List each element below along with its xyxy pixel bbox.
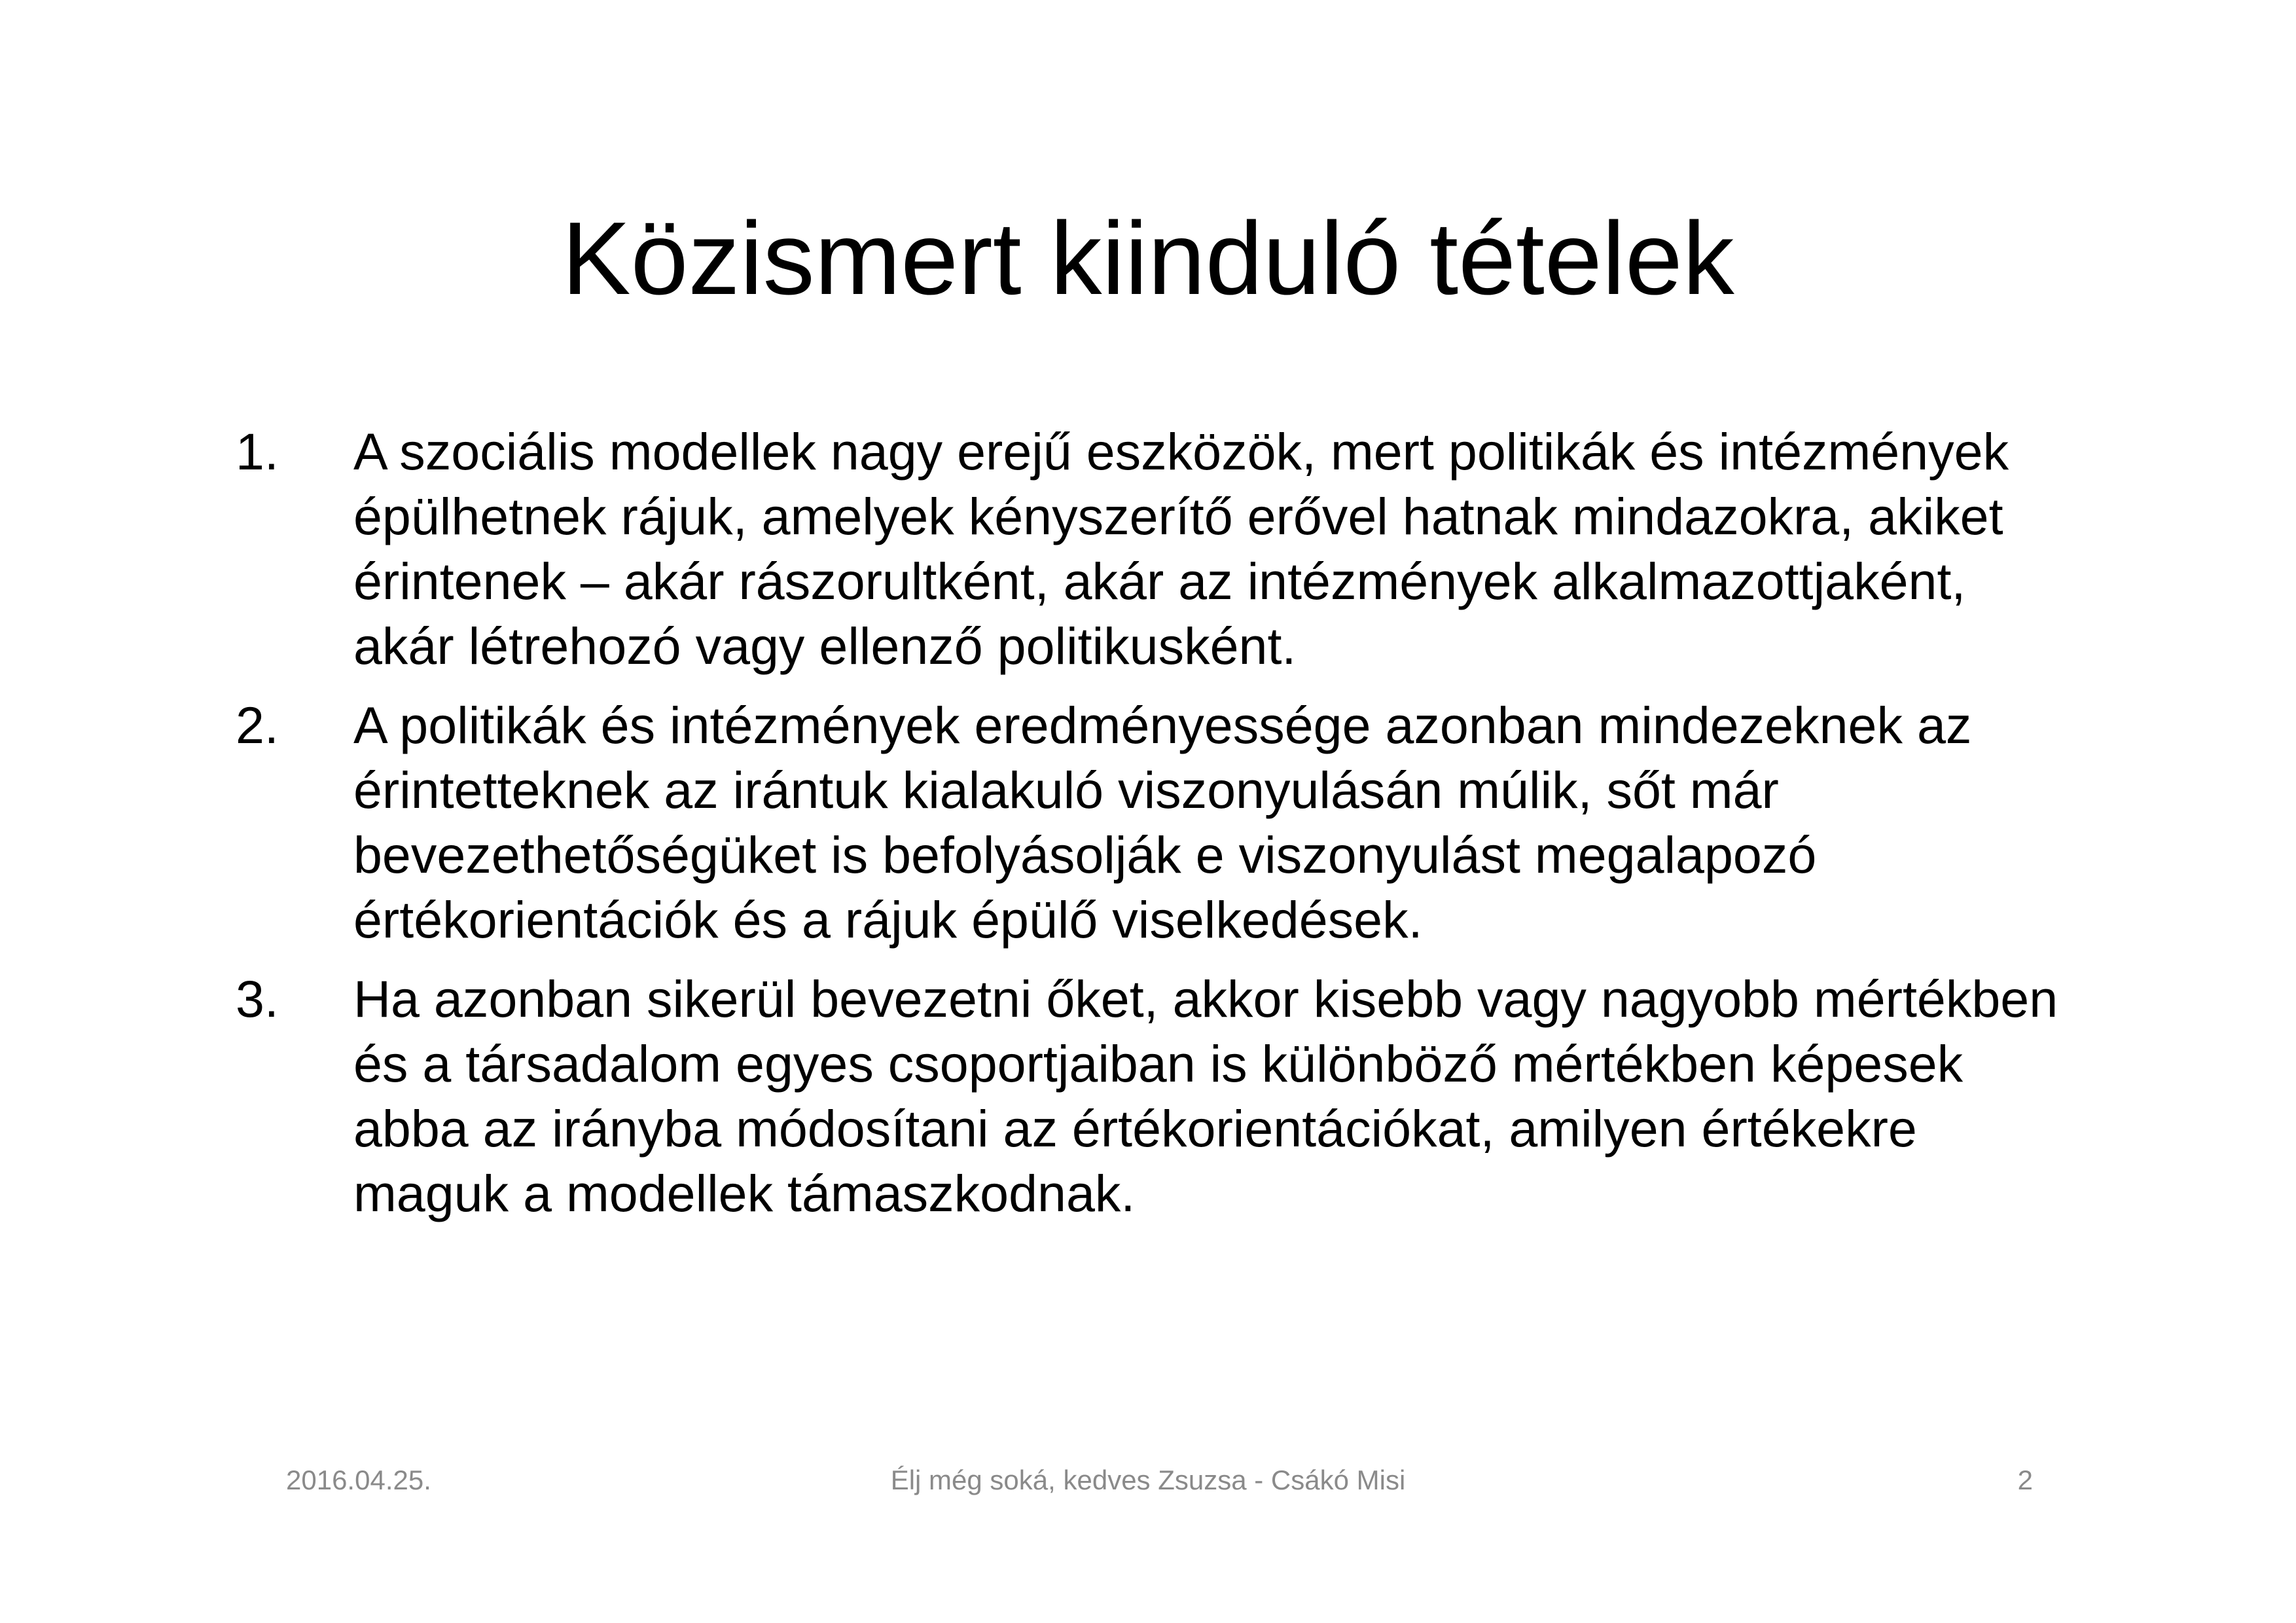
- list-item-text: A politikák és intézmények eredményessége azonban mindezeknek az érintetteknek az irántuk kialakuló viszonyulásán múlik, sőt már bevezethetőségüket is befolyásolják e viszonyulást megalapozó értékorientációk és a rájuk épülő viselkedések.: [353, 696, 1972, 949]
- list-item: [236, 693, 2062, 952]
- footer-caption: Élj még soká, kedves Zsuzsa - Csákó Misi: [890, 1465, 1406, 1495]
- page-number: 2: [2017, 1465, 2033, 1495]
- numbered-list: [236, 419, 2062, 1226]
- list-item-number: 2.: [236, 696, 279, 754]
- footer-date: 2016.04.25.: [286, 1465, 431, 1495]
- list-item-number: 1.: [236, 422, 279, 481]
- list-item: [236, 419, 2062, 678]
- list-item-text: A szociális modellek nagy erejű eszközök, mert politikák és intézmények épülhetnek rájuk, amelyek kényszerítő erővel hatnak mindazokra, akiket érintenek – akár rászorultként, akár az intézmények alkalmazottjaként, akár létrehozó vagy ellenző politikusként.: [353, 422, 2009, 675]
- list-item: [236, 966, 2062, 1226]
- slide-title: Közismert kiinduló tételek: [562, 201, 1734, 316]
- list-item-number: 3.: [236, 970, 279, 1028]
- slide-content: [236, 419, 2062, 1240]
- list-item-text: Ha azonban sikerül bevezetni őket, akkor kisebb vagy nagyobb mértékben és a társadalom egyes csoportjaiban is különböző mértékben képesek abba az irányba módosítani az értékorientációkat, amilyen értékekre maguk a modellek támaszkodnak.: [353, 970, 2058, 1222]
